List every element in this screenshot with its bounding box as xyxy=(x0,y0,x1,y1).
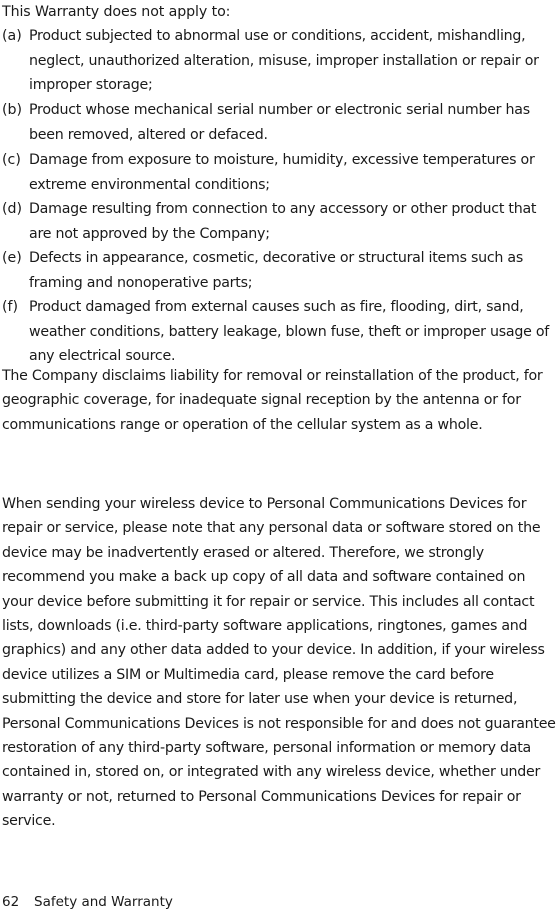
list-item-text: Product whose mechanical serial number or electronic serial number has been removed, altered or defaced. xyxy=(29,102,530,143)
page-footer xyxy=(2,893,173,911)
list-item xyxy=(0,295,559,369)
list-item xyxy=(0,197,559,246)
list-marker: (d) xyxy=(2,201,23,217)
list-marker: (a) xyxy=(2,28,22,44)
section-title: Safety and Warranty xyxy=(34,894,173,910)
list-item xyxy=(0,24,559,98)
list-marker: (f) xyxy=(2,299,19,315)
list-item-text: Defects in appearance, cosmetic, decorative or structural items such as framing and nonoperative parts; xyxy=(29,250,524,291)
list-marker: (e) xyxy=(2,250,22,266)
list-item-text: Product subjected to abnormal use or conditions, accident, mishandling, neglect, unauthorized alteration, misuse, improper installation or repair or improper storage; xyxy=(29,28,539,93)
list-marker: (c) xyxy=(2,152,21,168)
intro-text: This Warranty does not apply to: xyxy=(2,4,231,20)
repair-data-paragraph: When sending your wireless device to Personal Communications Devices for repair or service, please note that any personal data or software stored on the device may be inadvertently erased or altered. Therefore, we strongly recommend you make a back up copy of all data and software contained on your device before submitting it for repair or service. This includes all contact lists, downloads (i.e. third-party software applications, ringtones, games and graphics) and any other data added to your device. In addition, if your wireless device utilizes a SIM or Multimedia card, please remove the card before submitting the device and store for later use when your device is returned, Personal Communications Devices is not responsible for and does not guarantee restoration of any third-party software, personal information or memory data contained in, stored on, or integrated with any wireless device, whether under warranty or not, returned to Personal Communications Devices for repair or service. xyxy=(2,496,556,830)
list-item xyxy=(0,246,559,295)
list-item xyxy=(0,98,559,148)
list-item-text: Damage resulting from connection to any accessory or other product that are not approved by the Company; xyxy=(29,201,537,242)
list-item xyxy=(0,148,559,197)
exclusion-list xyxy=(0,24,559,369)
page-number: 62 xyxy=(2,894,20,910)
list-marker: (b) xyxy=(2,102,23,118)
liability-paragraph: The Company disclaims liability for removal or reinstallation of the product, for geographic coverage, for inadequate signal reception by the antenna or for communications range or operation of the cellular system as a whole. xyxy=(2,368,543,433)
list-item-text: Damage from exposure to moisture, humidity, excessive temperatures or extreme environmental conditions; xyxy=(29,152,535,193)
list-item-text: Product damaged from external causes such as fire, flooding, dirt, sand, weather conditions, battery leakage, blown fuse, theft or improper usage of any electrical source. xyxy=(29,299,550,364)
